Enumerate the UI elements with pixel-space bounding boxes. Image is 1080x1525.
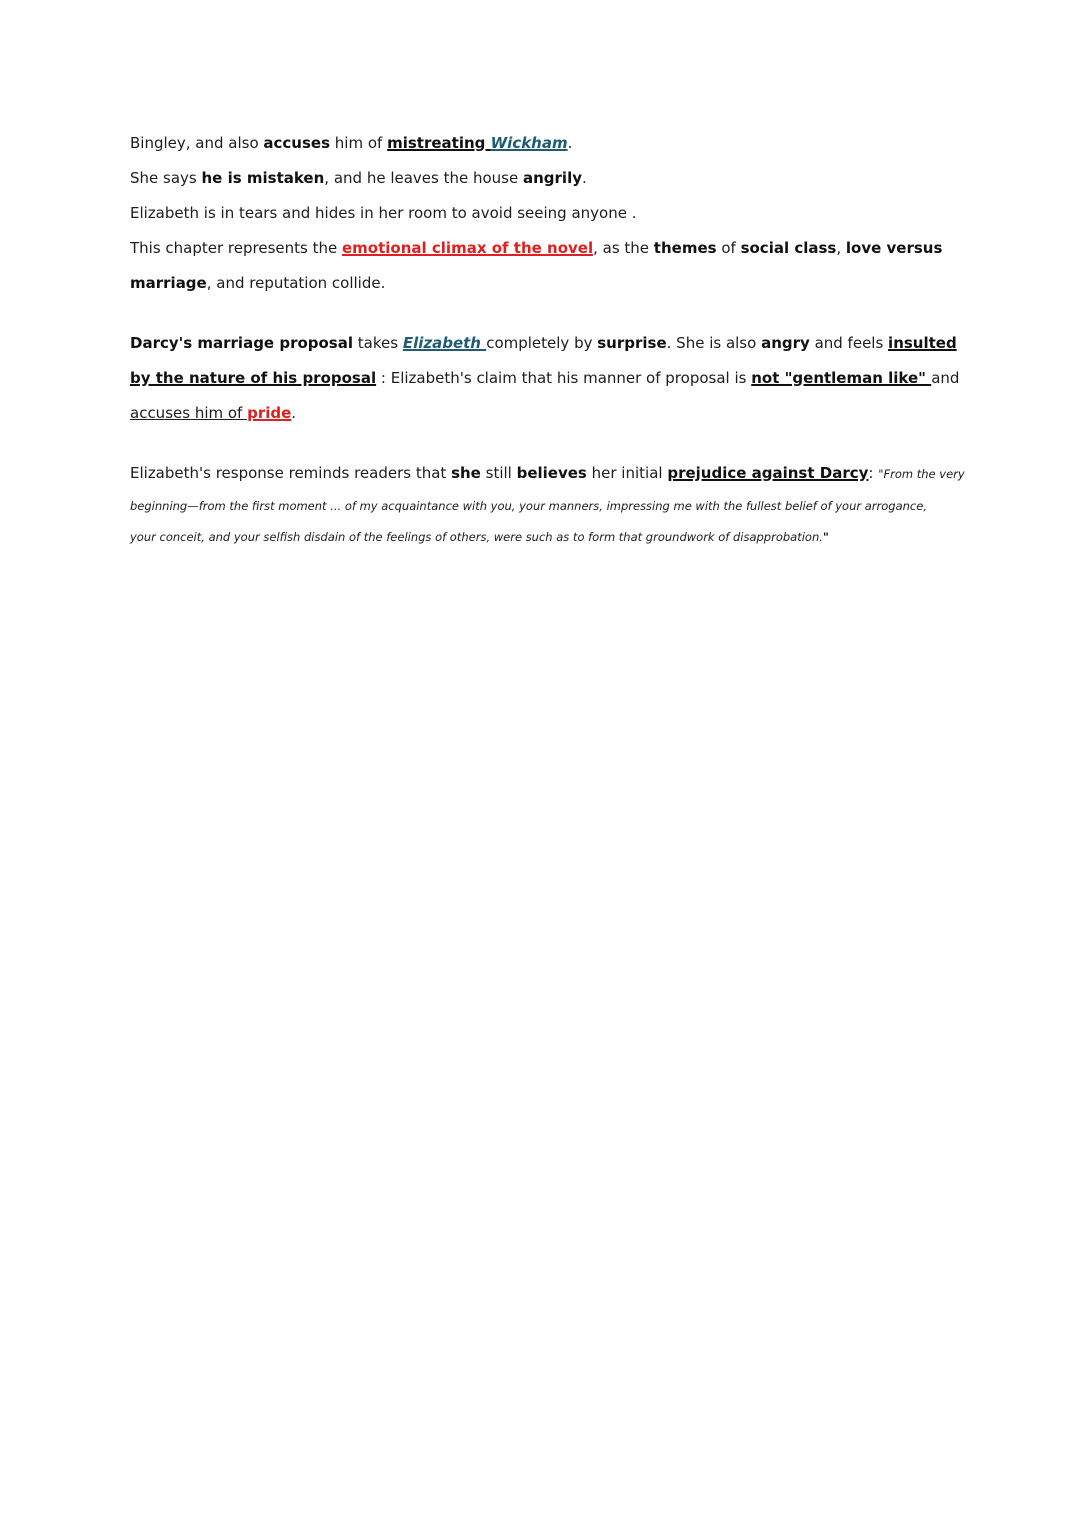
p3-quote-line-2: beginning—from the first moment ... of my acquaintance with you, your manners, impressing me with the fullest belief of your arrogance, [130, 499, 927, 513]
underlined-text: not "gentleman like" [751, 369, 932, 387]
text: : [868, 464, 879, 482]
text: still [480, 464, 517, 482]
text: of [716, 239, 741, 257]
bold-text: themes [653, 239, 717, 257]
highlight-name-wickham: Wickham [490, 134, 568, 152]
text: . [582, 169, 587, 187]
underlined-text: prejudice against Darcy [667, 464, 869, 482]
bold-text: he is mistaken [201, 169, 325, 187]
p3-quote-line-3 [130, 522, 950, 553]
highlight-emotional-climax: emotional climax of the novel [342, 239, 594, 257]
bold-text: social class [740, 239, 837, 257]
text: and [931, 369, 960, 387]
bold-text: Darcy's marriage proposal [130, 334, 354, 352]
text: Bingley, and also [130, 134, 264, 152]
text: , and reputation collide. [206, 274, 386, 292]
text: , [836, 239, 846, 257]
text: and feels [809, 334, 889, 352]
bold-text: believes [516, 464, 587, 482]
text: her initial [586, 464, 668, 482]
quote-close: " [822, 530, 829, 544]
text: completely by [486, 334, 598, 352]
text: : Elizabeth's claim that his manner of proposal is [376, 369, 752, 387]
bold-text: love versus [845, 239, 943, 257]
underlined-text: insulted [888, 334, 957, 352]
text: She says [130, 169, 202, 187]
bold-text: angry [761, 334, 810, 352]
p1-line-4 [130, 231, 950, 266]
bold-text: surprise [597, 334, 667, 352]
p1-line-3: Elizabeth is in tears and hides in her room to avoid seeing anyone . [130, 204, 637, 222]
document-page [130, 126, 965, 553]
bold-text: marriage [130, 274, 207, 292]
text: . [291, 404, 297, 422]
text: him of [330, 134, 388, 152]
bold-text: angrily [523, 169, 582, 187]
text: , as the [593, 239, 654, 257]
underlined-text: mistreating [387, 134, 491, 152]
text: . She is also [666, 334, 762, 352]
quote-text: your conceit, and your selfish disdain of the feelings of others, were such as to form that groundwork of disapprobation. [130, 530, 823, 544]
p2-line-1 [130, 326, 957, 361]
quote-text: "From the very [878, 467, 965, 481]
text: This chapter represents the [130, 239, 342, 257]
p1-line-1 [130, 126, 950, 161]
underlined-text: accuses him of [130, 404, 248, 422]
text: takes [353, 334, 403, 352]
text: Elizabeth's response reminds readers that [130, 464, 452, 482]
bold-text: she [451, 464, 481, 482]
text: . [567, 134, 573, 152]
bold-text: accuses [263, 134, 331, 152]
p2-line-2 [130, 361, 960, 396]
paragraph-spacer [130, 431, 950, 456]
highlight-name-elizabeth: Elizabeth [402, 334, 487, 352]
paragraph-spacer [130, 301, 950, 326]
text: , and he leaves the house [324, 169, 523, 187]
p1-line-2 [130, 161, 950, 196]
p3-line-1 [130, 456, 965, 491]
p1-line-5 [130, 266, 950, 301]
p2-line-3 [130, 396, 950, 431]
underlined-text: by the nature of his proposal [130, 369, 377, 387]
highlight-pride: pride [247, 404, 292, 422]
